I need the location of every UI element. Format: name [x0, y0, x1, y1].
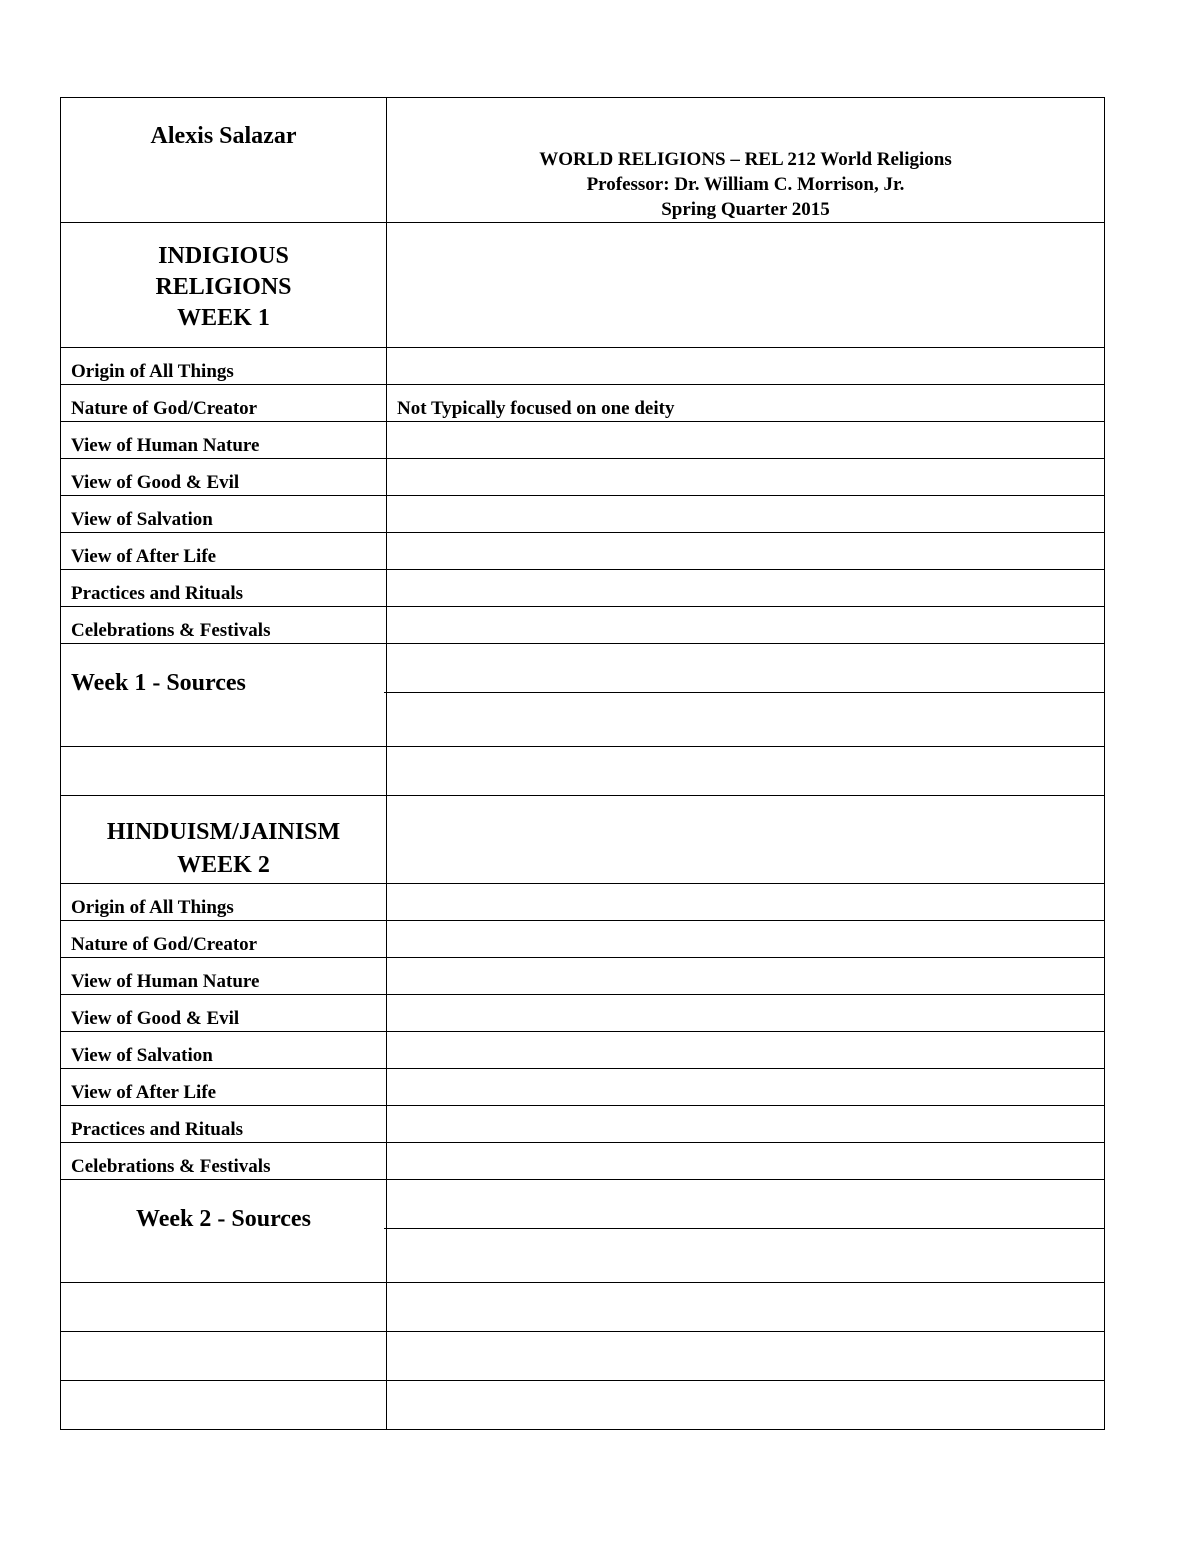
row-label: View of Good & Evil — [71, 1008, 240, 1029]
week1-sources-label: Week 1 - Sources — [71, 670, 246, 696]
row-label-cell — [61, 570, 387, 607]
week1-heading-answer-cell[interactable] — [387, 223, 1105, 348]
blank-cell[interactable] — [387, 747, 1105, 796]
answer-cell[interactable] — [387, 533, 1105, 570]
week1-sources-answer-cell[interactable] — [387, 644, 1105, 747]
week1-title-line1: INDIGIOUS — [158, 242, 289, 269]
blank-row — [61, 747, 1105, 796]
row-label: Nature of God/Creator — [71, 934, 258, 955]
student-name: Alexis Salazar — [150, 123, 297, 149]
row-label: View of Salvation — [71, 509, 213, 530]
course-info-cell — [387, 98, 1105, 223]
row-label: View of After Life — [71, 1082, 217, 1103]
course-title: WORLD RELIGIONS – REL 212 World Religions — [539, 149, 952, 170]
row-label-cell — [61, 385, 387, 422]
answer-cell[interactable] — [387, 459, 1105, 496]
row-label-cell — [61, 995, 387, 1032]
table-row — [61, 884, 1105, 921]
row-label: Nature of God/Creator — [71, 398, 258, 419]
divider — [384, 692, 1104, 693]
week2-sources-label-cell — [61, 1180, 387, 1283]
answer-cell[interactable] — [387, 348, 1105, 385]
week1-title-line3: WEEK 1 — [177, 304, 270, 331]
table-row — [61, 348, 1105, 385]
table-row — [61, 921, 1105, 958]
answer-cell[interactable] — [387, 496, 1105, 533]
row-label: Practices and Rituals — [71, 1119, 244, 1140]
answer-cell[interactable] — [387, 607, 1105, 644]
answer-cell[interactable] — [387, 385, 1105, 422]
row-label: Celebrations & Festivals — [71, 620, 271, 641]
answer-cell[interactable] — [387, 1069, 1105, 1106]
week2-heading-row — [61, 796, 1105, 884]
row-label-cell — [61, 1069, 387, 1106]
row-label-cell — [61, 422, 387, 459]
row-label: View of Human Nature — [71, 435, 260, 456]
table-row — [61, 422, 1105, 459]
week1-heading — [61, 223, 387, 348]
table-row — [61, 607, 1105, 644]
blank-cell[interactable] — [387, 1283, 1105, 1332]
answer-cell[interactable] — [387, 995, 1105, 1032]
answer-cell[interactable] — [387, 570, 1105, 607]
table-row — [61, 1143, 1105, 1180]
week2-title-line2: WEEK 2 — [177, 852, 270, 878]
row-label-cell — [61, 884, 387, 921]
blank-cell[interactable] — [61, 747, 387, 796]
week1-sources-lines — [387, 644, 1104, 746]
row-label: Origin of All Things — [71, 897, 234, 918]
blank-cell[interactable] — [387, 1332, 1105, 1381]
table-row — [61, 958, 1105, 995]
row-label-cell — [61, 921, 387, 958]
week1-sources-row — [61, 644, 1105, 747]
row-label: View of After Life — [71, 546, 217, 567]
blank-row — [61, 1332, 1105, 1381]
table-row — [61, 385, 1105, 422]
table-row — [61, 533, 1105, 570]
table-row — [61, 459, 1105, 496]
answer-cell[interactable] — [387, 921, 1105, 958]
week1-title-line2: RELIGIONS — [155, 273, 292, 300]
week1-sources-label-cell — [61, 644, 387, 747]
row-label-cell — [61, 1143, 387, 1180]
table-row — [61, 1106, 1105, 1143]
row-label: View of Salvation — [71, 1045, 213, 1066]
week2-sources-row — [61, 1180, 1105, 1283]
row-label-cell — [61, 348, 387, 385]
blank-row — [61, 1381, 1105, 1430]
week2-sources-lines — [387, 1180, 1104, 1282]
week2-heading-answer-cell[interactable] — [387, 796, 1105, 884]
blank-cell[interactable] — [61, 1381, 387, 1430]
table-row — [61, 995, 1105, 1032]
answer-text: Not Typically focused on one deity — [397, 398, 675, 419]
religion-worksheet-table — [60, 97, 1105, 1430]
table-row — [61, 570, 1105, 607]
professor-name: Professor: Dr. William C. Morrison, Jr. — [586, 174, 905, 195]
row-label-cell — [61, 496, 387, 533]
row-label-cell — [61, 958, 387, 995]
row-label-cell — [61, 607, 387, 644]
answer-cell[interactable] — [387, 1032, 1105, 1069]
term: Spring Quarter 2015 — [661, 199, 830, 220]
week2-sources-answer-cell[interactable] — [387, 1180, 1105, 1283]
row-label: View of Good & Evil — [71, 472, 240, 493]
blank-cell[interactable] — [61, 1332, 387, 1381]
table-row — [61, 1032, 1105, 1069]
divider — [384, 1228, 1104, 1229]
table-row — [61, 496, 1105, 533]
row-label: View of Human Nature — [71, 971, 260, 992]
answer-cell[interactable] — [387, 1106, 1105, 1143]
blank-row — [61, 1283, 1105, 1332]
row-label-cell — [61, 1032, 387, 1069]
header-row — [61, 98, 1105, 223]
row-label-cell — [61, 1106, 387, 1143]
row-label: Celebrations & Festivals — [71, 1156, 271, 1177]
blank-cell[interactable] — [387, 1381, 1105, 1430]
week2-sources-label: Week 2 - Sources — [136, 1206, 311, 1232]
row-label-cell — [61, 533, 387, 570]
answer-cell[interactable] — [387, 422, 1105, 459]
student-name-cell — [61, 98, 387, 223]
blank-cell[interactable] — [61, 1283, 387, 1332]
week1-heading-row — [61, 223, 1105, 348]
week2-heading — [61, 796, 387, 884]
row-label: Practices and Rituals — [71, 583, 244, 604]
answer-cell[interactable] — [387, 884, 1105, 921]
answer-cell[interactable] — [387, 1143, 1105, 1180]
answer-cell[interactable] — [387, 958, 1105, 995]
table-row — [61, 1069, 1105, 1106]
row-label-cell — [61, 459, 387, 496]
week2-title-line1: HINDUISM/JAINISM — [106, 819, 341, 845]
row-label: Origin of All Things — [71, 361, 234, 382]
